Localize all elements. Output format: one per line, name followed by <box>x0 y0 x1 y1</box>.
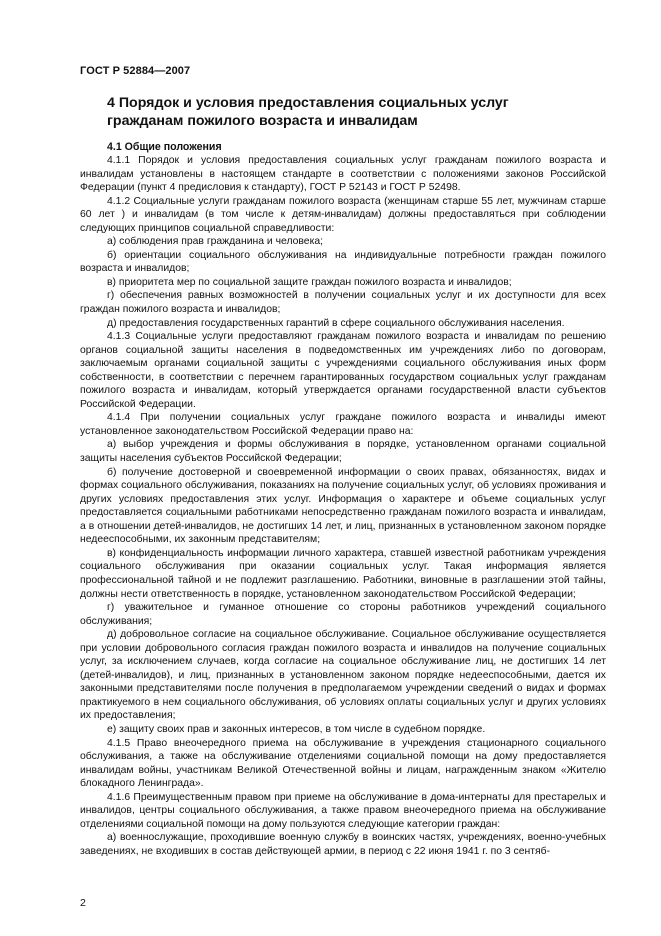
paragraph-4-1-4: 4.1.4 При получении социальных услуг граждане пожилого возраста и инвалиды имеют установленное законодательством Российской Федерации право на: <box>80 412 606 437</box>
paragraph-4-1-3: 4.1.3 Социальные услуги предоставляют гражданам пожилого возраста и инвалидам по решению органов социальной защиты населения в подведомственных им учреждениях либо по договорам, заключаемым органами социальной защиты с учреждениями социального обслуживания иных форм собственности, в соответствии с перечнем гарантированных государством социальных услуг гражданам пожилого возраста и инвалидам, который утверждается органами государственной власти субъектов Российской Федерации. <box>80 331 606 410</box>
list-item-g: г) уважительное и гуманное отношение со стороны работников учреждений социального обслуживания; <box>80 602 606 627</box>
list-item-v: в) приоритета мер по социальной защите граждан пожилого возраста и инвалидов; <box>107 276 512 288</box>
list-item-e: е) защиту своих прав и законных интересов, в том числе в судебном порядке. <box>107 723 486 735</box>
list-item-d: д) добровольное согласие на социальное обслуживание. Социальное обслуживание осуществляется при условии добровольного согласия граждан пожилого возраста и инвалидов на получение социальных услуг, за исключением случаев, когда согласие на социальное обслуживание лиц, не достигших 14 лет (детей-инвалидов), и лиц, признанных в установленном законом порядке недееспособными, дается их законными представителями после получения в предполагаемом учреждении сведений о видах и формах практикуемого в нем социального обслуживания, об условиях оплаты социальных услуг и других условиях их предоставления; <box>80 629 606 722</box>
paragraph-4-1-5: 4.1.5 Право внеочередного приема на обслуживание в учреждения стационарного социального обслуживания, а также на обслуживание отделениями социальной помощи на дому предоставляется инвалидам войны, участникам Великой Отечественной войны и лицам, награжденным знаком «Жителю блокадного Ленинграда». <box>80 737 606 790</box>
list-item-a: а) выбор учреждения и формы обслуживания в порядке, установленном органами социальной защиты населения субъектов Российской Федерации; <box>80 439 606 465</box>
subsection-title: 4.1 Общие положения <box>107 141 222 153</box>
list-item-g: г) обеспечения равных возможностей в получении социальных услуг и их доступности для всех граждан пожилого возраста и инвалидов; <box>80 290 606 316</box>
list-item-b: б) ориентации социального обслуживания на индивидуальные потребности граждан пожилого возраста и инвалидов; <box>80 249 606 275</box>
list-item-v: в) конфиденциальность информации личного характера, ставшей известной работникам учреждения социального обслуживания при оказании социальных услуг. Такая информация является профессиональной тайной и не подлежит разглашению. Работники, виновные в разглашении этой тайны, должны нести ответственность в порядке, установленном законодательством Российской Федерации; <box>80 547 606 600</box>
paragraph-4-1-1: 4.1.1 Порядок и условия предоставления социальных услуг гражданам пожилого возраста и инвалидам установлены в настоящем стандарте в соответствии с положениями законов Российской Федерации (пункт 4 предисловия к стандарту), ГОСТ Р 52143 и ГОСТ Р 52498. <box>80 155 606 194</box>
body-text <box>80 154 606 858</box>
list-item-d: д) предоставления государственных гарантий в сфере социального обслуживания населения. <box>107 317 565 329</box>
document-id-header: ГОСТ Р 52884—2007 <box>80 65 191 77</box>
list-item-b: б) получение достоверной и своевременной информации о своих правах, обязанностях, видах и формах социального обслуживания, показаниях на получение социальных услуг, об условиях проживания и других условиях предоставления этих услуг. Информация о характере и объеме социальных услуг предоставляется социальными работниками непосредственно гражданам пожилого возраста и инвалидам, а в отношении детей-инвалидов, не достигших 14 лет, и лиц, признанных в установленном законом порядке недееспособными, их законным представителям; <box>80 466 606 546</box>
section-title <box>107 94 567 130</box>
paragraph-4-1-2: 4.1.2 Социальные услуги гражданам пожилого возраста (женщинам старше 55 лет, мужчинам старше 60 лет ) и инвалидам (в том числе к детям-инвалидам) должны предоставляться при соблюдении следующих принципов социальной справедливости: <box>80 195 606 234</box>
list-item-a: а) военнослужащие, проходившие военную службу в воинских частях, учреждениях, военно-учебных заведениях, не входивших в состав действующей армии, в период с 22 июня 1941 г. по 3 сентяб- <box>80 832 606 857</box>
list-item-a: а) соблюдения прав гражданина и человека; <box>107 236 324 248</box>
section-title-line-1: 4 Порядок и условия предоставления социальных услуг <box>107 95 509 111</box>
section-title-line-2: гражданам пожилого возраста и инвалидам <box>107 113 418 129</box>
page-number: 2 <box>80 897 86 909</box>
paragraph-4-1-6: 4.1.6 Преимущественным правом при приеме на обслуживание в дома-интернаты для престарелых и инвалидов, центры социального обслуживания, а также правом внеочередного приема на обслуживание отделениями социальной помощи на дому пользуются следующие категории граждан: <box>80 791 606 830</box>
